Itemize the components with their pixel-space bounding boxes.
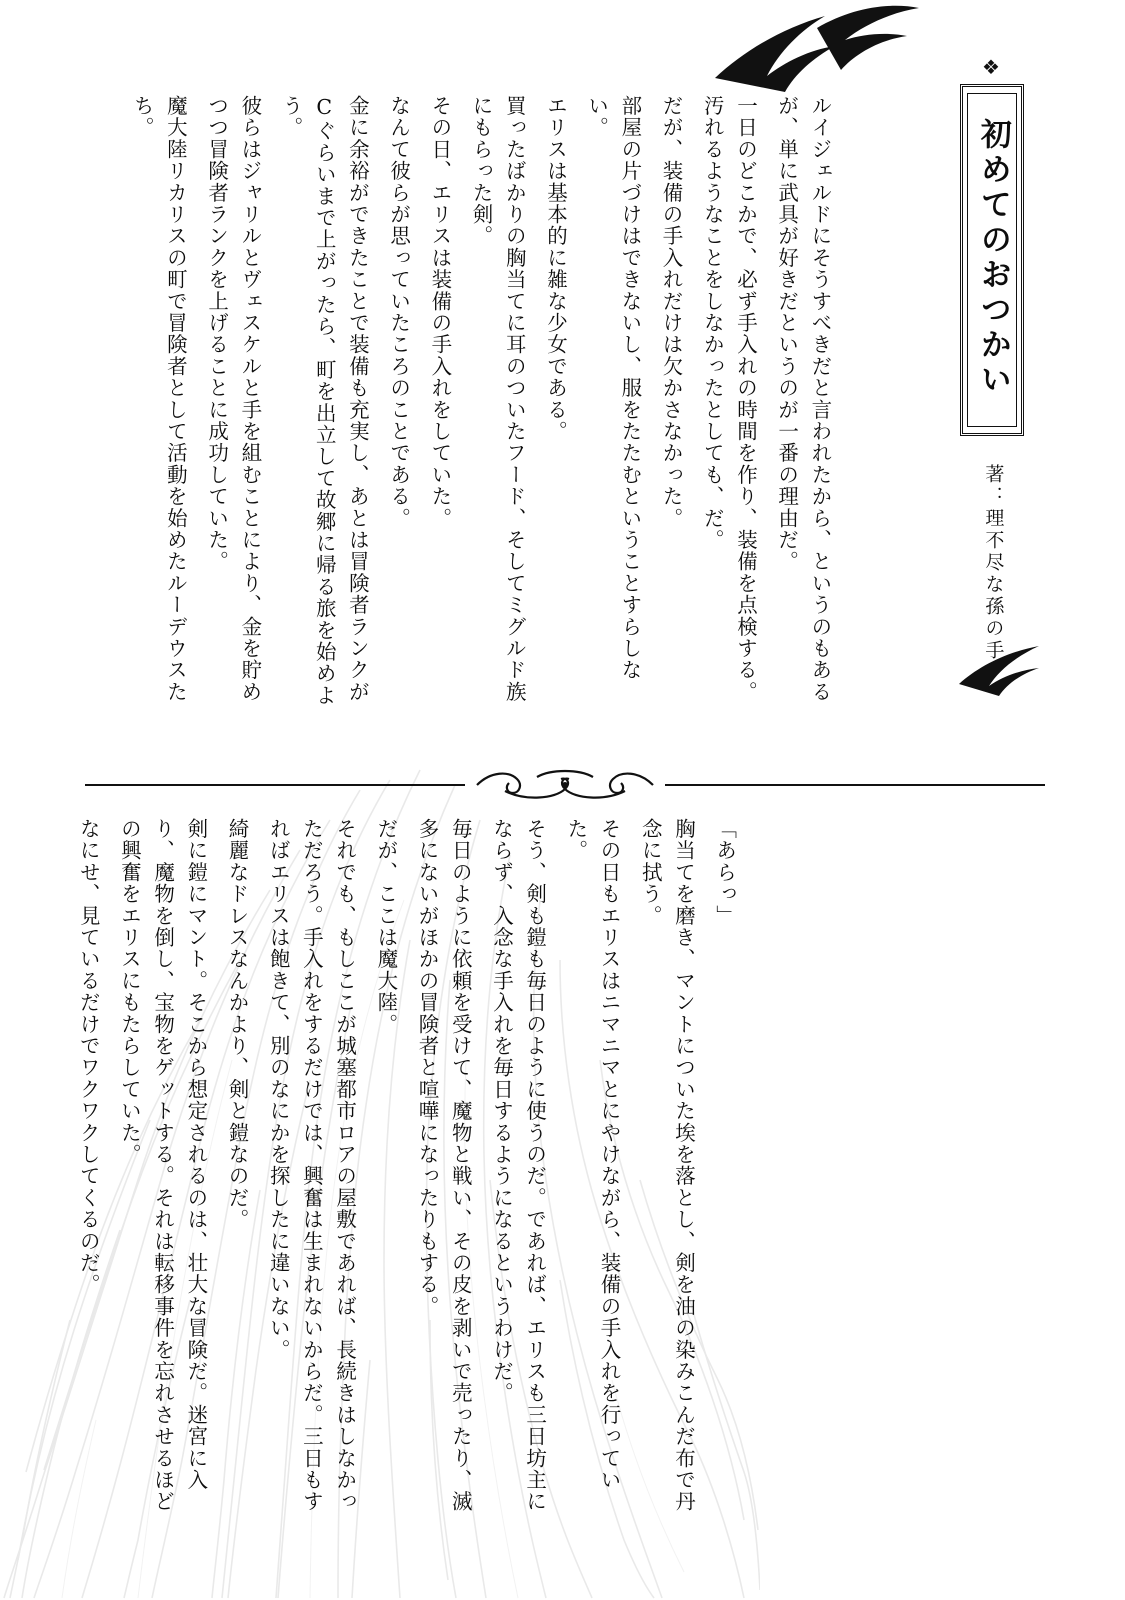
- title-block: [917, 58, 1067, 663]
- paragraph: 金に余裕ができたことで装備も充実し、あとは冒険者ランクがCぐらいまで上がったら、町を出立して故郷に帰る旅を始めよう。: [279, 95, 370, 707]
- ornament-diamond-icon: ❖: [982, 57, 1002, 79]
- paragraph: 胸当てを磨き、マントについた埃を落とし、剣を油の染みこんだ布で丹念に拭う。: [638, 818, 696, 1513]
- paragraph: 綺麗なドレスなんかより、剣と鎧なのだ。: [225, 818, 250, 1231]
- author-credit: 著：理不尽な孫の手: [982, 464, 1004, 662]
- paragraph: なにせ、見ているだけでワクワクしてくるのだ。: [76, 818, 101, 1296]
- dialogue-line: 「あらっ」: [712, 818, 737, 927]
- paragraph: その日もエリスはニマニマとにやけながら、装備の手入れを行っていた。: [563, 818, 622, 1491]
- title-frame: [960, 84, 1024, 436]
- paragraph: 魔大陸リカリスの町で冒険者として活動を始めたルーデウスたち。: [130, 95, 188, 703]
- title-inner-frame: [967, 93, 1017, 427]
- paragraph: 買ったばかりの胸当てに耳のついたフード、そしてミグルド族にもらった剣。: [469, 95, 527, 703]
- paragraph: そう、剣も鎧も毎日のように使うのだ。であれば、エリスも三日坊主にならず、入念な手入れを毎日するようになるというわけだ。: [489, 818, 547, 1513]
- paragraph: 部屋の片づけはできないし、服をたたむということすらしない。: [584, 95, 642, 681]
- body-text-bottom: [63, 818, 1063, 1518]
- paragraph: 剣に鎧にマント。そこから想定されるのは、壮大な冒険だ。迷宮に入り、魔物を倒し、宝物をゲットする。それは転移事件を忘れさせるほどの興奮をエリスにもたらしていた。: [117, 818, 208, 1513]
- paragraph: ルイジェルドにそうすべきだと言われたから、というのもあるが、単に武具が好きだというのが一番の理由だ。: [774, 95, 832, 703]
- paragraph: だが、装備の手入れだけは欠かさなかった。: [659, 95, 684, 529]
- paragraph: 毎日のように依頼を受けて、魔物と戦い、その皮を剥いで売ったり、滅多にないがほかの冒険者と喧嘩になったりもする。: [415, 818, 473, 1513]
- paragraph: その日、エリスは装備の手入れをしていた。: [427, 95, 452, 529]
- paragraph: なんて彼らが思っていたころのことである。: [386, 95, 411, 529]
- paragraph: だが、ここは魔大陸。: [373, 818, 398, 1035]
- paragraph: エリスは基本的に雑な少女である。: [543, 95, 568, 443]
- section-divider: [85, 765, 1045, 805]
- paragraph: 一日のどこかで、必ず手入れの時間を作り、装備を点検する。汚れるようなことをしなかったとしても、だ。: [700, 95, 758, 703]
- body-text-top: [117, 95, 907, 715]
- paragraph: 彼らはジャリルとヴェスケルと手を組むことにより、金を貯めつつ冒険者ランクを上げることに成功していた。: [204, 95, 262, 703]
- page-title: 初めてのおつかい: [974, 118, 1011, 398]
- paragraph: それでも、もしここが城塞都市ロアの屋敷であれば、長続きはしなかっただろう。手入れをするだけでは、興奮は生まれないからだ。三日もすればエリスは飽きて、別のなにかを探したに違いない。: [266, 818, 357, 1513]
